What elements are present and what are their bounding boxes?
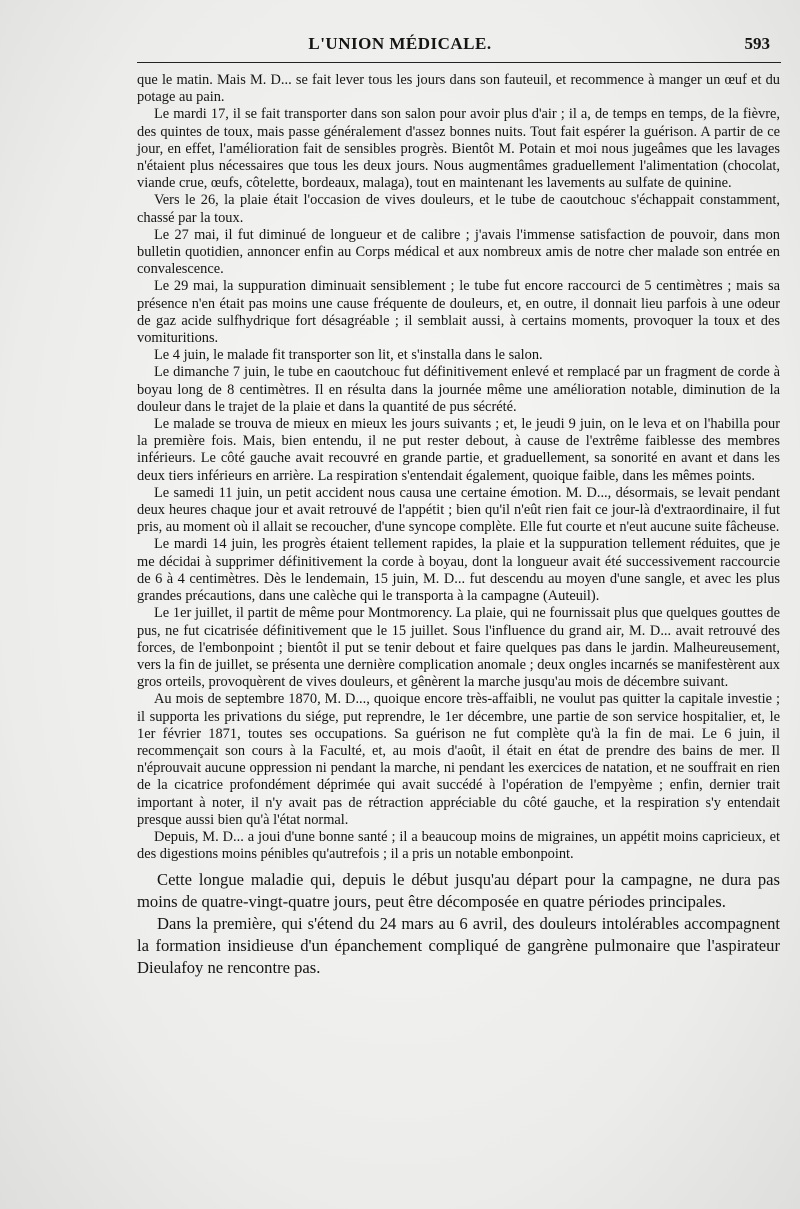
paragraph: que le matin. Mais M. D... se fait lever tous les jours dans son fauteuil, et recommence à manger un œuf et du potage au pain. xyxy=(137,72,780,106)
paragraph: Le 1er juillet, il partit de même pour Montmorency. La plaie, qui ne fournissait plus que quelques gouttes de pus, ne fut cicatrisée définitivement que le 15 juillet. Sous l'influence du grand air, M. D... avait retrouvé des forces, de l'embonpoint ; bientôt il put se tenir debout et faire quelques pas dans le jardin. Malheureusement, vers la fin de juillet, se présenta une dernière complication anomale ; deux ongles incarnés se manifestèrent aux gros orteils, provoquèrent de vives douleurs, et gênèrent la marche jusqu'au mois de décembre suivant. xyxy=(137,605,780,691)
page-header xyxy=(0,34,800,58)
page-number: 593 xyxy=(744,34,770,53)
paragraph: Le dimanche 7 juin, le tube en caoutchouc fut définitivement enlevé et remplacé par un fragment de corde à boyau long de 8 centimètres. Il en résulta dans la journée même une amélioration notable, diminution de la douleur dans le trajet de la plaie et dans la quantité de pus sécrété. xyxy=(137,364,780,415)
paragraph: Le mardi 17, il se fait transporter dans son salon pour avoir plus d'air ; il a, de temps en temps, de la fièvre, des quintes de toux, mais passe généralement d'assez bonnes nuits. Tout fait espérer la guérison. A partir de ce jour, en effet, l'amélioration fait de sensibles progrès. Bientôt M. Potain et moi nous jugeâmes que les lavages n'étaient plus nécessaires que tous les deux jours. Nous augmentâmes graduellement l'alimentation (chocolat, viande crue, œufs, côtelette, bordeaux, malaga), tout en maintenant les lavements au sulfate de quinine. xyxy=(137,106,780,192)
paragraph: Vers le 26, la plaie était l'occasion de vives douleurs, et le tube de caoutchouc s'échappait constamment, chassé par la toux. xyxy=(137,192,780,226)
paragraph: Le 27 mai, il fut diminué de longueur et de calibre ; j'avais l'immense satisfaction de pouvoir, dans mon bulletin quotidien, annoncer enfin au Corps médical et aux nombreux amis de notre cher malade son entrée en convalescence. xyxy=(137,226,780,278)
article-body xyxy=(137,72,780,978)
paragraph: Le mardi 14 juin, les progrès étaient tellement rapides, la plaie et la suppuration tellement réduites, que je me décidai à supprimer définitivement la corde à boyau, dont la longueur avait été successivement raccourcie de 6 à 4 centimètres. Dès le lendemain, 15 juin, M. D... fut descendu au moyen d'une sangle, et avec les plus grandes précautions, dans une calèche qui le transporta à la campagne (Auteuil). xyxy=(137,536,780,605)
paragraph: Depuis, M. D... a joui d'une bonne santé ; il a beaucoup moins de migraines, un appétit moins capricieux, et des digestions moins pénibles qu'autrefois ; il a pris un notable embonpoint. xyxy=(137,828,780,863)
paragraph: Le malade se trouva de mieux en mieux les jours suivants ; et, le jeudi 9 juin, on le leva et on l'habilla pour la première fois. Mais, bien entendu, il ne put rester debout, à cause de l'extrême faiblesse des membres inférieurs. Le côté gauche avait recouvré en grande partie, et graduellement, sa sonorité en avant et dans les deux tiers inférieurs en arrière. La respiration s'entendait également, quoique faible, dans les mêmes points. xyxy=(137,416,780,484)
paragraph: Le samedi 11 juin, un petit accident nous causa une certaine émotion. M. D..., désormais, se levait pendant deux heures chaque jour et avait retrouvé de l'appétit ; bien qu'il n'eût rien fait ce jour-là d'extraordinaire, il fut pris, au moment où il allait se recoucher, d'une syncope complète. Elle fut courte et n'eut aucune suite fâcheuse. xyxy=(137,484,780,536)
conclusion-paragraph: Cette longue maladie qui, depuis le début jusqu'au départ pour la campagne, ne dura pas moins de quatre-vingt-quatre jours, peut être décomposée en quatre périodes principales. xyxy=(137,870,780,912)
conclusion-paragraph: Dans la première, qui s'étend du 24 mars au 6 avril, des douleurs intolérables accompagnent la formation insidieuse d'un épanchement compliqué de gangrène pulmonaire que l'aspirateur Dieulafoy ne rencontre pas. xyxy=(137,913,780,977)
paragraph: Le 4 juin, le malade fit transporter son lit, et s'installa dans le salon. xyxy=(154,347,543,364)
running-title: L'UNION MÉDICALE. xyxy=(308,34,492,53)
header-rule xyxy=(137,62,781,63)
paragraph: Au mois de septembre 1870, M. D..., quoique encore très-affaibli, ne voulut pas quitter la capitale investie ; il supporta les privations du siége, put reprendre, le 1er décembre, une partie de son service hospitalier, et, le 1er février 1871, toutes ses occupations. Sa guérison ne fut complète qu'à la fin de mai. Le 6 juin, il recommençait son cours à la Faculté, et, au mois d'août, il était en état de prendre des bains de mer. Il n'éprouvait aucune oppression ni pendant la marche, ni pendant les exercices de natation, et ne souffrait en rien de la cicatrice profondément déprimée qui avait succédé à l'opération de l'empyème ; enfin, dernier trait important à noter, il n'y avait pas de rétraction appréciable du côté gauche, et la respiration s'y entendait presque aussi bien qu'à l'état normal. xyxy=(137,691,780,828)
paragraph: Le 29 mai, la suppuration diminuait sensiblement ; le tube fut encore raccourci de 5 centimètres ; mais sa présence n'en était pas moins une cause fréquente de douleurs, et, en outre, il donnait lieu parfois à une odeur de gaz acide sulfhydrique fort désagréable ; il semblait aussi, à certains moments, provoquer la toux et des vomituritions. xyxy=(137,278,780,347)
